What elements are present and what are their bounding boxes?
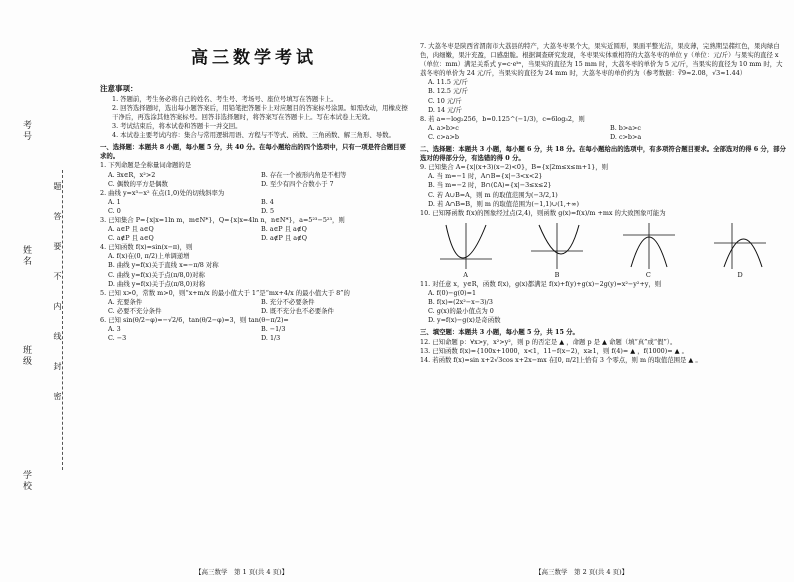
question-stem: 4. 已知函数 f(x)=sin(x−π)，则 bbox=[100, 243, 193, 252]
option: B. 12.5 元/斤 bbox=[428, 87, 468, 96]
graph-d bbox=[712, 221, 768, 271]
graph-label: A bbox=[463, 270, 468, 279]
option: D. c>b>a bbox=[610, 132, 642, 141]
notice-item: 3. 考试结束后，将本试卷和答题卡一并交回。 bbox=[112, 122, 242, 131]
question-stem: 2. 曲线 y=x³−x² 在点(1,0)处的切线斜率为 bbox=[100, 188, 225, 197]
seal-char: 线 bbox=[53, 332, 62, 340]
graph-b bbox=[529, 221, 585, 271]
option-list bbox=[420, 78, 786, 114]
option: A. 充要条件 bbox=[108, 297, 143, 306]
option: B. b>a>c bbox=[610, 123, 641, 132]
question-stem: 13. 已知函数 f(x)={100x+1000，x<1，11−f(x−2)，x≥1，则 f(4)= ▲ ，f(1000)= ▲ 。 bbox=[420, 346, 688, 355]
label-class: 班级 bbox=[21, 345, 31, 367]
option: A. 当 m=−1 时，A∩B={x|−3<x<2} bbox=[428, 172, 543, 181]
option: D. a∉P 且 a∉Q bbox=[261, 234, 308, 243]
label-name: 姓名 bbox=[21, 245, 31, 267]
seal-char: 密 bbox=[53, 392, 62, 400]
option: D. 若 A∩B=B，则 m 的取值范围为(−1,1)∪(1,+∞) bbox=[428, 199, 579, 208]
seal-char: 不 bbox=[53, 272, 62, 280]
option: C. a∉P 且 a∈Q bbox=[108, 234, 154, 243]
option: D. 1/3 bbox=[261, 334, 281, 343]
question-stem: 10. 已知幂函数 f(x)的图象经过点(2,4)，则函数 g(x)=f(x)/m +mx 的大致图象可能为 bbox=[420, 208, 666, 217]
option: C. −3 bbox=[108, 334, 127, 343]
left-column bbox=[100, 6, 408, 343]
seal-char: 答 bbox=[53, 212, 62, 220]
option: A. f(0)−g(0)=1 bbox=[428, 289, 477, 298]
option: B. f(x)=(2x²−x−3)/3 bbox=[428, 298, 493, 307]
option-grid bbox=[100, 325, 408, 343]
graph-options bbox=[420, 221, 786, 271]
option-grid bbox=[100, 225, 408, 243]
notice-item: 2. 回答选择题时，选出每小题答案后，用铅笔把答题卡上对应题目的答案标号涂黑。如需改动，用橡皮擦干净后，再选涂其他答案标号。回答非选择题时，将答案写在答题卡上。写在本试卷上无效。 bbox=[112, 103, 408, 121]
option-list bbox=[100, 252, 408, 288]
label-school: 学校 bbox=[21, 470, 31, 492]
page-footer-left: 【高三数学 第 1 页(共 4 页)】 bbox=[195, 568, 289, 576]
seal-char: 内 bbox=[53, 302, 62, 310]
option-list bbox=[420, 289, 786, 325]
option: C. 若 A∪B=A，则 m 的取值范围为(−3/2,1) bbox=[428, 190, 558, 199]
option: C. 0 bbox=[108, 206, 121, 215]
graph-c bbox=[621, 221, 677, 271]
notice-item: 4. 本试卷主要考试内容：集合与常用逻辑用语、方程与不等式、函数、三角函数、解三角形、导数。 bbox=[112, 131, 395, 140]
option: A. ∃x∈R，x²>2 bbox=[108, 170, 156, 179]
option-grid bbox=[100, 171, 408, 189]
graph-a bbox=[438, 221, 494, 271]
graph-label: D bbox=[737, 270, 743, 279]
option: C. g(x)的最小值点为 0 bbox=[428, 307, 494, 316]
option: B. 当 m=−2 时，B∩(∁A)={x|−3≤x≤2} bbox=[428, 181, 552, 190]
seal-char: 要 bbox=[53, 242, 62, 250]
option: C. c>a>b bbox=[428, 132, 459, 141]
graph-label: C bbox=[645, 270, 651, 279]
option: B. −1/3 bbox=[261, 325, 286, 334]
seal-char: 封 bbox=[53, 362, 62, 370]
question-stem: 9. 已知集合 A={x|(x+3)(x−2)<0}，B={x|2m≤x≤m+1}，则 bbox=[420, 163, 609, 172]
option: C. 10 元/斤 bbox=[428, 96, 462, 105]
option-grid bbox=[420, 124, 786, 142]
notice-item: 1. 答题前，考生务必将自己的姓名、考生号、考场号、座位号填写在答题卡上。 bbox=[112, 94, 338, 103]
option-grid bbox=[100, 298, 408, 316]
question-stem: 8. 若 a=−log₂256，b=0.125^(−1/3)，c=6log₃2，则 bbox=[420, 114, 585, 123]
seal-char: 题 bbox=[53, 182, 62, 190]
option-list bbox=[420, 172, 786, 208]
question-stem: 14. 若函数 f(x)=sin x+2√3cos x+2x−mx 在[0, π/2]上恰有 3 个零点，则 m 的取值范围是 ▲ 。 bbox=[420, 355, 702, 364]
question-stem: 3. 已知集合 P={x|x=1ln m，m∈N*}，Q={x|x=4ln n，n∈N*}，a=5²³−5²³，则 bbox=[100, 215, 345, 224]
option-grid bbox=[100, 198, 408, 216]
option: A. f(x)在(0, π/2)上单调递增 bbox=[108, 252, 190, 261]
option: B. a∈P 且 a∉Q bbox=[261, 225, 307, 234]
question-stem: 7. 大荔冬枣是陕西省渭南市大荔县的特产，大荔冬枣果个大，果实近圆形，果面平整光洁，果皮薄，完熟期呈赭红色，果肉绿白色，肉细嫩，果汁充盈，口感甜脆。根据调查研究发现，冬枣果实体重相符的大荔冬枣的单位 y（单位：元/斤）与果实的直径 x（单位：mm）满足关系式 y=c·eᵏˣ，当果实的直径为 15 mm 时，大荔冬枣的单价为 5 元/斤，当果实的直径为 10 mm 时，大荔冬枣的单价为 24 元/斤，当果实的直径为 24 mm 时，大荔冬枣的单价约为（参考数据：∛9≈2.08，√3≈1.44） bbox=[420, 42, 783, 78]
option: C. 偶数的平方是偶数 bbox=[108, 179, 168, 188]
option: B. 存在一个被形内角是不相等 bbox=[261, 170, 347, 179]
notice-title: 注意事项： bbox=[100, 84, 138, 94]
option: A. 3 bbox=[108, 325, 121, 334]
right-column bbox=[420, 6, 786, 365]
option: D. 至少有四个合数小于 7 bbox=[261, 179, 334, 188]
section-heading: 一、选择题：本题共 8 小题，每小题 5 分，共 40 分。在每小题给出的四个选项中，只有一项是符合题目要求的。 bbox=[100, 143, 406, 161]
page-title: 高三数学考试 bbox=[191, 48, 317, 68]
option: D. 既不充分也不必要条件 bbox=[261, 306, 334, 315]
option: A. a∈P 且 a∈Q bbox=[108, 225, 154, 234]
page-footer-right: 【高三数学 第 2 页(共 4 页)】 bbox=[535, 568, 629, 576]
option: D. 14 元/斤 bbox=[428, 105, 463, 114]
option: B. 充分不必要条件 bbox=[261, 297, 315, 306]
option: C. 必要不充分条件 bbox=[108, 306, 162, 315]
question-stem: 1. 下列命题是全称量词命题的是 bbox=[100, 161, 192, 170]
question-stem: 5. 已知 x>0，常数 m>0，则“x+m/x 的最小值大于 1”是“mx+4/x 的最小值大于 8”的 bbox=[100, 288, 350, 297]
option: B. 4 bbox=[261, 197, 274, 206]
question-stem: 12. 已知命题 p：∀x>y，x²>y²，则 p 的否定是 ▲ ，命题 p 是 ▲ 命题（填“真”或“假”）。 bbox=[420, 337, 677, 346]
question-stem: 11. 对任意 x，y∈R，函数 f(x)，g(x)都满足 f(x)+f(y)+g(x)−2g(y)=x²−y²+y，则 bbox=[420, 280, 662, 288]
option: B. 曲线 y=f(x)关于直线 x=−π/8 对称 bbox=[108, 261, 219, 270]
section-heading: 二、选择题：本题共 3 小题，每小题 6 分，共 18 分。在每小题给出的选项中，有多项符合题目要求。全部选对的得 6 分，部分选对的得部分分，有选错的得 0 分。 bbox=[420, 145, 786, 163]
graph-label: B bbox=[554, 270, 560, 279]
option: A. a>b>c bbox=[428, 123, 459, 132]
section-heading: 三、填空题：本题共 3 小题，每小题 5 分，共 15 分。 bbox=[420, 328, 579, 337]
option: D. 曲线 y=f(x)关于点(π/8,0)对称 bbox=[108, 279, 206, 288]
binding-margin bbox=[0, 0, 88, 582]
option: D. 5 bbox=[261, 206, 275, 215]
question-stem: 6. 已知 sin(θ/2−φ)=−√2/6，tan(θ/2−φ)=3，则 tan(θ−π/2)= bbox=[100, 316, 289, 325]
label-exam-no: 考号 bbox=[21, 120, 31, 142]
graph-labels bbox=[420, 271, 786, 280]
option: A. 1 bbox=[108, 197, 121, 206]
option: A. 11.5 元/斤 bbox=[428, 78, 468, 87]
option: D. y=f(x)−g(x)是奇函数 bbox=[428, 316, 501, 325]
option: C. 曲线 y=f(x)关于点(π/8,0)对称 bbox=[108, 270, 205, 279]
